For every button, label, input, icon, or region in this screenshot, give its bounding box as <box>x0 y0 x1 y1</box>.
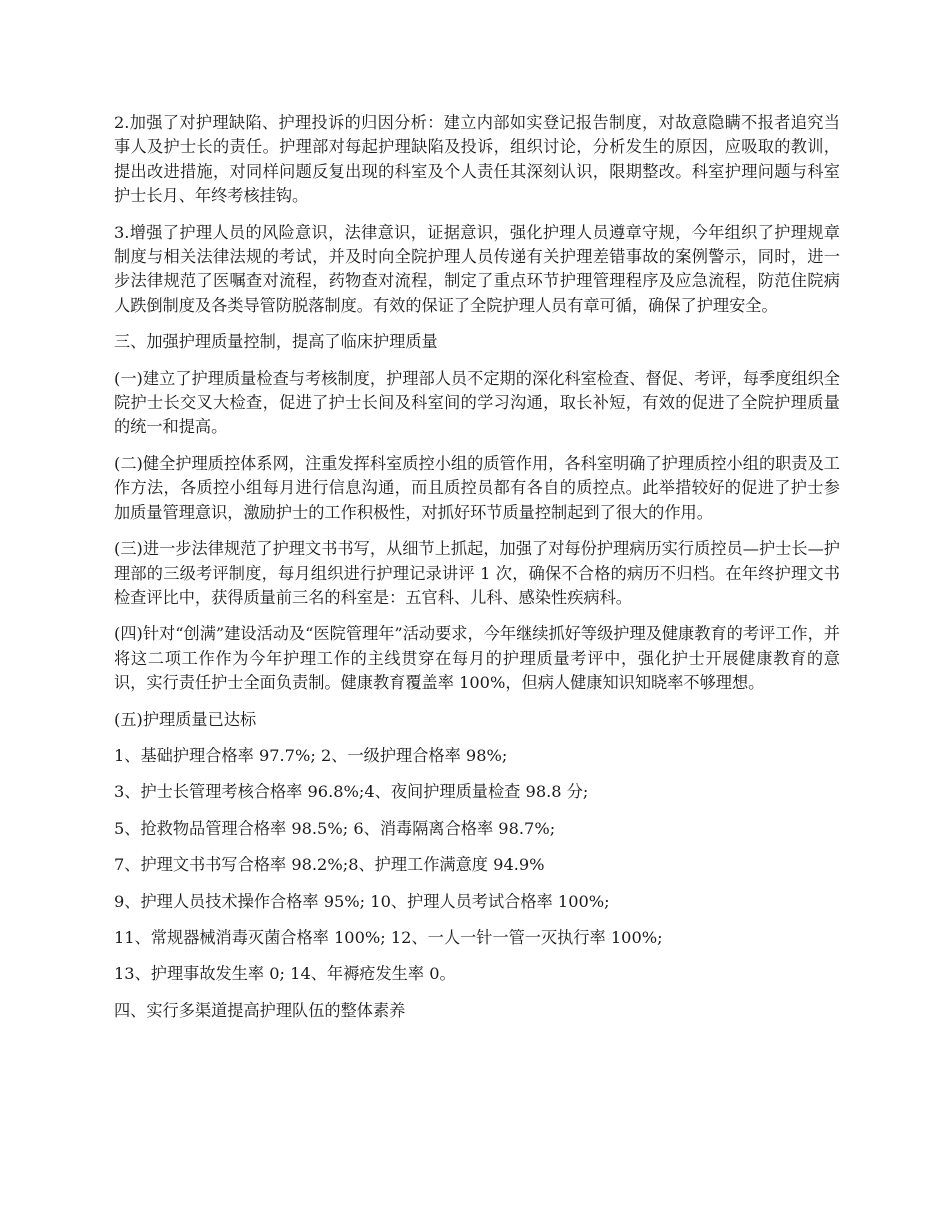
paragraph-quality-network: (二)健全护理质控体系网，注重发挥科室质控小组的质管作用，各科室明确了护理质控小组的职责及工作方法，各质控小组每月进行信息沟通，而且质控员都有各自的质控点。此举措较好的促进了护士参加质量管理意识，激励护士的工作积极性，对抓好环节质量控制起到了很大的作用。 <box>114 453 840 522</box>
list-item: 9、护理人员技术操作合格率 95%; 10、护理人员考试合格率 100%; <box>114 891 610 911</box>
list-item: 13、护理事故发生率 0; 14、年褥疮发生率 0。 <box>114 964 456 984</box>
list-item: 7、护理文书书写合格率 98.2%;8、护理工作满意度 94.9% <box>114 855 545 875</box>
list-item: 11、常规器械消毒灭菌合格率 100%; 12、一人一针一管一灭执行率 100%; <box>114 927 663 947</box>
document-page <box>114 111 840 1035</box>
paragraph-documentation: (三)进一步法律规范了护理文书书写，从细节上抓起，加强了对每份护理病历实行质控员—护士长—护理部的三级考评制度，每月组织进行护理记录讲评 1 次，确保不合格的病历不归档。在年终护理文书检查评比中，获得质量前三名的科室是：五官科、儿科、感染性疾病科。 <box>114 539 840 607</box>
paragraph-health-education: (四)针对“创满”建设活动及“医院管理年”活动要求，今年继续抓好等级护理及健康教育的考评工作，并将这二项工作作为今年护理工作的主线贯穿在每月的护理质量考评中，强化护士开展健康教育的意识，实行责任护士全面负责制。健康教育覆盖率 100%，但病人健康知识知晓率不够理想。 <box>114 624 840 693</box>
subheading-quality-standards: (五)护理质量已达标 <box>114 709 257 729</box>
list-item: 1、基础护理合格率 97.7%; 2、一级护理合格率 98%; <box>114 745 508 765</box>
paragraph-defect-analysis: 2.加强了对护理缺陷、护理投诉的归因分析：建立内部如实登记报告制度，对故意隐瞒不报者追究当事人及护士长的责任。护理部对每起护理缺陷及投诉，组织讨论，分析发生的原因，应吸取的教训，提出改进措施，对同样问题反复出现的科室及个人责任其深刻认识，限期整改。科室护理问题与科室护士长月、年终考核挂钩。 <box>114 113 840 206</box>
paragraph-risk-awareness: 3.增强了护理人员的风险意识，法律意识，证据意识，强化护理人员遵章守规，今年组织了护理规章制度与相关法律法规的考试，并及时向全院护理人员传递有关护理差错事故的案例警示，同时，进一步法律规范了医嘱查对流程，药物查对流程，制定了重点环节护理管理程序及应急流程，防范住院病人跌倒制度及各类导管防脱落制度。有效的保证了全院护理人员有章可循，确保了护理安全。 <box>114 222 840 315</box>
list-item: 5、抢救物品管理合格率 98.5%; 6、消毒隔离合格率 98.7%; <box>114 818 556 838</box>
section-heading-quality-control: 三、加强护理质量控制，提高了临床护理质量 <box>114 332 438 352</box>
paragraph-inspection-system: (一)建立了护理质量检查与考核制度，护理部人员不定期的深化科室检查、督促、考评，每季度组织全院护士长交叉大检查，促进了护士长间及科室间的学习沟通，取长补短，有效的促进了全院护理质量的统一和提高。 <box>114 368 840 437</box>
list-item: 3、护士长管理考核合格率 96.8%;4、夜间护理质量检查 98.8 分; <box>114 782 589 802</box>
section-heading-team-quality: 四、实行多渠道提高护理队伍的整体素养 <box>114 1000 406 1020</box>
